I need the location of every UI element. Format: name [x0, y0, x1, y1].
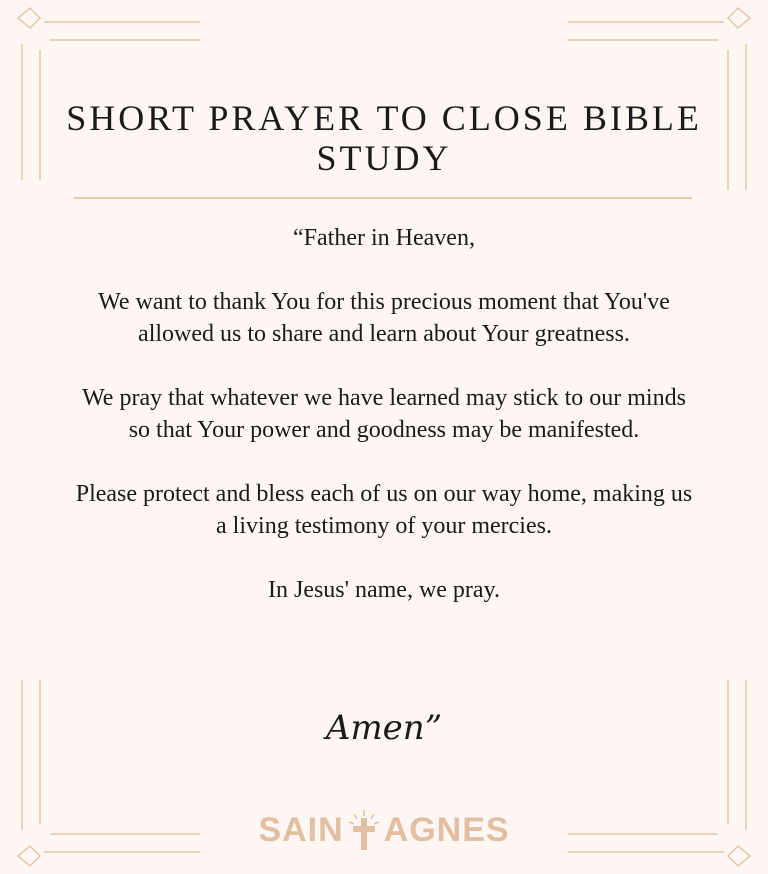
closing-amen: Amen” [325, 708, 443, 748]
prayer-line-5: In Jesus' name, we pray. [267, 577, 501, 603]
prayer-line-2: We want to thank You for this precious moment that You've allowed us to share and learn about Your greatness. [98, 289, 670, 347]
title-divider [74, 197, 692, 199]
prayer-line-1: “Father in Heaven, [293, 225, 475, 251]
logo-text-part1: SAIN [258, 810, 344, 849]
prayer-line-4: Please protect and bless each of us on our way home, making us a living testimony of your mercies. [75, 481, 693, 539]
cross-sunburst-icon [346, 808, 382, 852]
prayer-body [70, 222, 698, 638]
page-title: SHORT PRAYER TO CLOSE BIBLE STUDY [66, 98, 702, 178]
prayer-line-3: We pray that whatever we have learned may stick to our minds so that Your power and goodness may be manifested. [82, 385, 686, 443]
logo-text-part2: AGNES [383, 810, 510, 849]
brand-logo [0, 808, 768, 852]
